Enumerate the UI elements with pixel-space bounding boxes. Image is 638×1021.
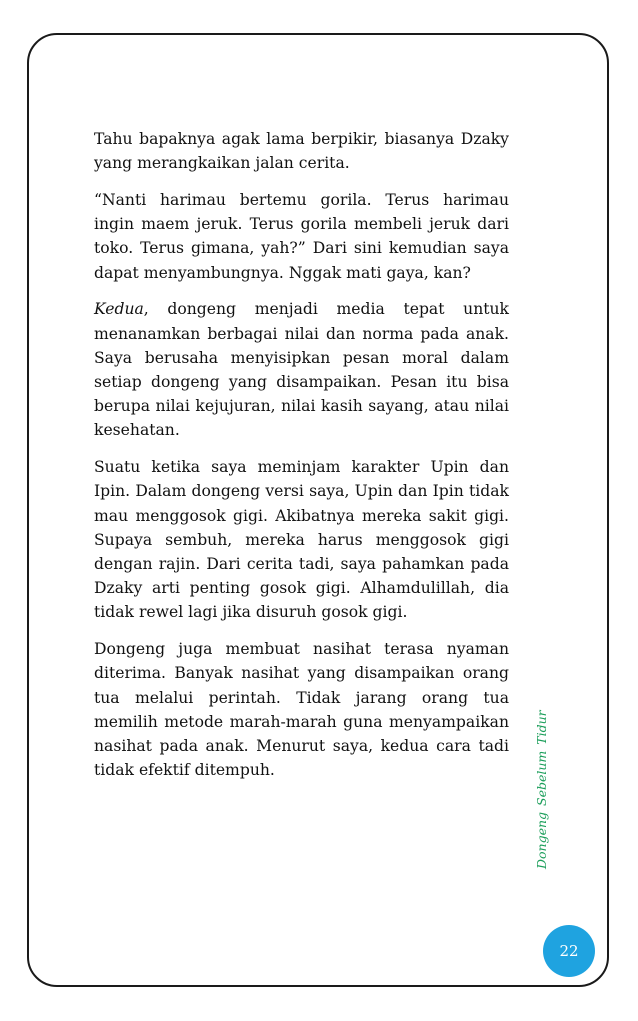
body-text xyxy=(94,127,509,795)
page-number-badge xyxy=(543,925,595,977)
paragraph-4-text: Suatu ketika saya meminjam karakter Upin dan Ipin. Dalam dongeng versi saya, Upin dan Ipin tidak mau menggosok gigi. Akibatnya mereka sakit gigi. Supaya sembuh, mereka harus menggosok gigi dengan rajin. Dari cerita tadi, saya pahamkan pada Dzaky arti penting gosok gigi. Alhamdulillah, dia tidak rewel lagi jika disuruh gosok gigi. xyxy=(94,458,509,622)
paragraph-3 xyxy=(94,297,509,442)
paragraph-2-text: “Nanti harimau bertemu gorila. Terus harimau ingin maem jeruk. Terus gorila membeli jeruk dari toko. Terus gimana, yah?” Dari sini kemudian saya dapat menyambungnya. Nggak mati gaya, kan? xyxy=(94,191,509,282)
paragraph-5-text: Dongeng juga membuat nasihat terasa nyaman diterima. Banyak nasihat yang disampaikan orang tua melalui perintah. Tidak jarang orang tua memilih metode marah-marah guna menyampaikan nasihat pada anak. Menurut saya, kedua cara tadi tidak efektif ditempuh. xyxy=(94,640,509,780)
page-number: 22 xyxy=(559,942,579,960)
paragraph-3-lead: Kedua xyxy=(94,300,144,319)
paragraph-2 xyxy=(94,188,509,285)
paragraph-1 xyxy=(94,127,509,175)
paragraph-5 xyxy=(94,637,509,782)
paragraph-4 xyxy=(94,455,509,624)
paragraph-1-text: Tahu bapaknya agak lama berpikir, biasanya Dzaky yang merangkaikan jalan cerita. xyxy=(94,130,509,173)
paragraph-3-text: , dongeng menjadi media tepat untuk menanamkan berbagai nilai dan norma pada anak. Saya berusaha menyisipkan pesan moral dalam setiap dongeng yang disampaikan. Pesan itu bisa berupa nilai kejujuran, nilai kasih sayang, atau nilai kesehatan. xyxy=(94,300,509,440)
running-title: Dongeng Sebelum Tidur xyxy=(534,710,549,869)
